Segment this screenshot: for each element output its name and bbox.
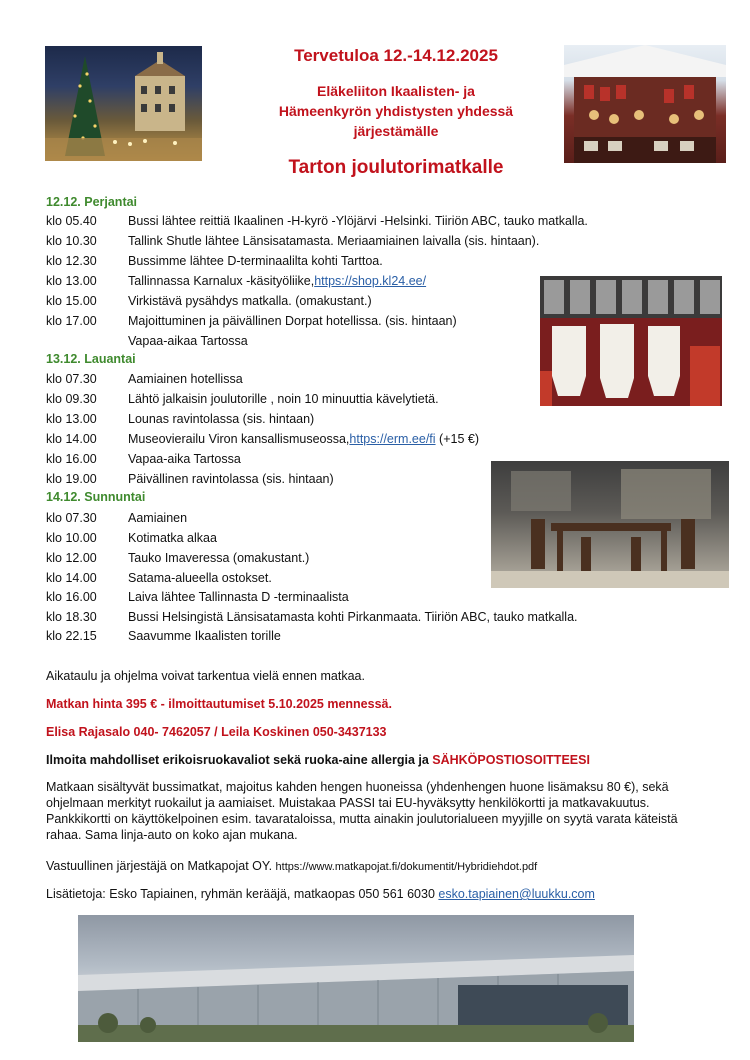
schedule-row: klo 10.00 Kotimatka alkaa: [46, 531, 217, 545]
christmas-market-stall-photo: [564, 45, 726, 163]
schedule-row: klo 18.30 Bussi Helsingistä Länsisatamasta kohti Pirkanmaata. Tiiriön ABC, tauko matkalla.: [46, 610, 578, 624]
title-trip-name: Tarton joulutorimatkalle: [288, 157, 504, 178]
diet-line: Ilmoita mahdolliset erikoisruokavaliot sekä ruoka-aine allergia ja SÄHKÖPOSTIOSOITTEESI: [46, 753, 590, 767]
included-paragraph: Matkaan sisältyvät bussimatkat, majoitus kahden hengen huoneissa (yhdenhengen huone lisämaksu 80 €), sekä ohjelmaan merkityt ruokailut ja aamiaiset. Muistakaa PASSI tai EU-hyväksytty henkilökortti ja matkavakuutus. Pankkikortti on käyttökelpoinen esim. tavarataloissa, mutta ainakin joulutorialueen myyjille on syytä varata käteistä rahaa. Sama linja-auto on koko ajan mukana.: [46, 780, 678, 842]
title-organizer-line-3: järjestämälle: [353, 123, 439, 139]
schedule-row: klo 05.40 Bussi lähtee reittiä Ikaalinen -H-kyrö -Ylöjärvi -Helsinki. Tiiriön ABC, tauko matkalla.: [46, 214, 588, 228]
national-museum-interior-photo: [491, 461, 729, 588]
schedule-row: klo 17.00 Majoittuminen ja päivällinen Dorpat hotellissa. (sis. hintaan): [46, 314, 457, 328]
schedule-row: klo 12.00 Tauko Imaveressa (omakustant.): [46, 551, 310, 565]
schedule-row: klo 07.30 Aamiainen hotellissa: [46, 372, 243, 386]
schedule-row: klo 13.00 Lounas ravintolassa (sis. hintaan): [46, 412, 315, 426]
email-emphasis: SÄHKÖPOSTIOSOITTEESI: [432, 753, 590, 767]
knitted-gloves-photo: [540, 276, 722, 406]
title-organizer-line-1: Eläkeliiton Ikaalisten- ja: [317, 83, 475, 99]
schedule-row: klo 16.00 Laiva lähtee Tallinnasta D -terminaalista: [46, 590, 349, 604]
schedule-row: klo 22.15 Saavumme Ikaalisten torille: [46, 629, 281, 643]
shop-link[interactable]: https://shop.kl24.ee/: [314, 274, 427, 288]
terms-link[interactable]: https://www.matkapojat.fi/dokumentit/Hybridiehdot.pdf: [275, 861, 538, 873]
schedule-row: klo 16.00 Vapaa-aika Tartossa: [46, 452, 241, 466]
schedule-row: klo 13.00 Tallinnassa Karnalux -käsityöliike,https://shop.kl24.ee/: [46, 274, 427, 288]
organizer-line: Vastuullinen järjestäjä on Matkapojat OY. https://www.matkapojat.fi/dokumentit/Hybridiehdot.pdf: [46, 859, 538, 873]
contacts-line: Elisa Rajasalo 040- 7462057 / Leila Koskinen 050-3437133: [46, 725, 387, 739]
email-link[interactable]: esko.tapiainen@luukku.com: [438, 887, 595, 901]
schedule-row: Vapaa-aikaa Tartossa: [128, 334, 248, 348]
schedule-row: klo 14.00 Satama-alueella ostokset.: [46, 571, 272, 585]
price-line: Matkan hinta 395 € - ilmoittautumiset 5.10.2025 mennessä.: [46, 697, 392, 711]
museum-building-photo: [78, 915, 634, 1042]
day-heading-saturday: 13.12. Lauantai: [46, 352, 136, 366]
schedule-row: klo 19.00 Päivällinen ravintolassa (sis. hintaan): [46, 472, 334, 486]
tartu-christmas-square-photo: [45, 46, 202, 161]
schedule-row: klo 15.00 Virkistävä pysähdys matkalla. (omakustant.): [46, 294, 372, 308]
museum-link[interactable]: https://erm.ee/fi: [349, 432, 436, 446]
more-info-line: Lisätietoja: Esko Tapiainen, ryhmän kerääjä, matkaopas 050 561 6030 esko.tapiainen@luukku.com: [46, 887, 595, 901]
day-heading-friday: 12.12. Perjantai: [46, 195, 138, 209]
title-welcome: Tervetuloa 12.-14.12.2025: [294, 46, 498, 65]
schedule-row: klo 12.30 Bussimme lähtee D-terminaalilta kohti Tarttoa.: [46, 254, 383, 268]
schedule-row: klo 14.00 Museovierailu Viron kansallismuseossa,https://erm.ee/fi (+15 €): [46, 432, 479, 446]
title-organizer-line-2: Hämeenkyrön yhdistysten yhdessä: [278, 103, 514, 119]
schedule-note: Aikataulu ja ohjelma voivat tarkentua vielä ennen matkaa.: [46, 669, 365, 683]
schedule-row: klo 07.30 Aamiainen: [46, 511, 188, 525]
schedule-row: klo 09.30 Lähtö jalkaisin joulutorille , noin 10 minuuttia kävelytietä.: [46, 392, 439, 406]
schedule-row: klo 10.30 Tallink Shutle lähtee Länsisatamasta. Meriaamiainen laivalla (sis. hintaan).: [46, 234, 540, 248]
day-heading-sunday: 14.12. Sunnuntai: [46, 490, 146, 504]
